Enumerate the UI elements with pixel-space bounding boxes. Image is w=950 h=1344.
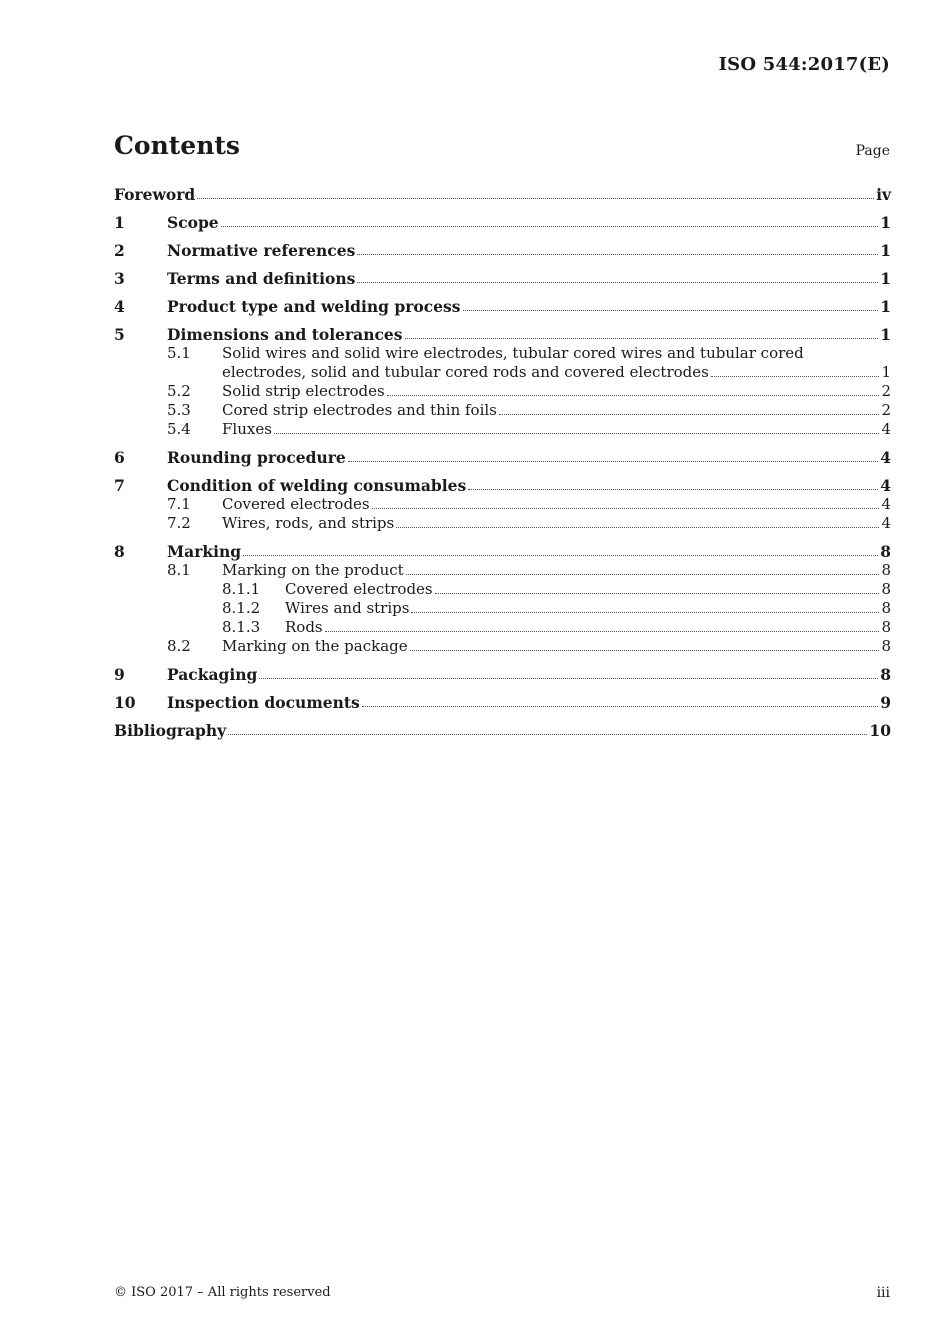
dot-leader — [228, 733, 867, 735]
dot-leader — [435, 592, 880, 594]
toc-entry-5-1-line2[interactable] — [114, 363, 891, 382]
copyright-notice: © ISO 2017 – All rights reserved — [114, 1285, 331, 1300]
toc-entry-page: iv — [876, 185, 891, 204]
toc-entry-title: Solid wires and solid wire electrodes, tubular cored wires and tubular cored — [222, 344, 804, 362]
toc-entry-page: 1 — [880, 213, 891, 232]
toc-entry-foreword[interactable] — [114, 185, 891, 204]
toc-entry-number: 6 — [114, 448, 125, 467]
toc-entry-page: 4 — [880, 476, 891, 495]
toc-entry-title: Covered electrodes — [285, 580, 433, 598]
toc-entry-title: Solid strip electrodes — [222, 382, 385, 400]
dot-leader — [411, 611, 879, 613]
toc-entry-number: 7.1 — [167, 495, 191, 513]
toc-entry-condition-of-welding-consumables[interactable] — [114, 476, 891, 495]
toc-entry-title: electrodes, solid and tubular cored rods and covered electrodes — [222, 363, 709, 381]
toc-entry-number: 5.3 — [167, 401, 191, 419]
toc-entry-number: 9 — [114, 665, 125, 684]
toc-entry-page: 10 — [869, 721, 891, 740]
toc-entry-title: Product type and welding process — [167, 297, 461, 316]
toc-entry-title: Condition of welding consumables — [167, 476, 467, 495]
toc-entry-title: Inspection documents — [167, 693, 360, 712]
toc-entry-page: 8 — [881, 637, 891, 655]
dot-leader — [357, 253, 878, 255]
toc-entry-marking[interactable] — [114, 542, 891, 561]
toc-entry-8-2[interactable] — [114, 637, 891, 656]
dot-leader — [406, 573, 880, 575]
toc-entry-page: 1 — [880, 325, 891, 344]
toc-entry-bibliography[interactable] — [114, 721, 891, 740]
toc-entry-inspection-documents[interactable] — [114, 693, 891, 712]
toc-entry-8-1-3[interactable] — [114, 618, 891, 637]
dot-leader — [357, 281, 878, 283]
dot-leader — [325, 630, 880, 632]
toc-entry-page: 4 — [880, 448, 891, 467]
toc-entry-terms-and-definitions[interactable] — [114, 269, 891, 288]
toc-entry-8-1-2[interactable] — [114, 599, 891, 618]
toc-entry-page: 8 — [880, 542, 891, 561]
toc-entry-title: Terms and definitions — [167, 269, 356, 288]
toc-entry-page: 4 — [881, 420, 891, 438]
toc-entry-title: Cored strip electrodes and thin foils — [222, 401, 497, 419]
toc-entry-title: Packaging — [167, 665, 258, 684]
toc-entry-title: Rounding procedure — [167, 448, 346, 467]
dot-leader — [405, 337, 879, 339]
document-id: ISO 544:2017(E) — [718, 54, 890, 75]
toc-entry-5-3[interactable] — [114, 401, 891, 420]
toc-entry-number: 5.1 — [167, 344, 191, 362]
page-number: iii — [876, 1285, 890, 1301]
dot-leader — [711, 375, 880, 377]
dot-leader — [387, 394, 880, 396]
toc-entry-number: 3 — [114, 269, 125, 288]
dot-leader — [410, 649, 880, 651]
toc-entry-page: 4 — [881, 495, 891, 513]
toc-entry-8-1-1[interactable] — [114, 580, 891, 599]
toc-entry-title: Scope — [167, 213, 219, 232]
dot-leader — [396, 526, 879, 528]
toc-entry-number: 8.1 — [167, 561, 191, 579]
toc-entry-product-type[interactable] — [114, 297, 891, 316]
toc-entry-title: Wires and strips — [285, 599, 410, 617]
toc-entry-page: 8 — [881, 580, 891, 598]
toc-entry-number: 8.1.3 — [222, 618, 261, 636]
dot-leader — [221, 225, 879, 227]
toc-entry-page: 8 — [881, 618, 891, 636]
toc-entry-number: 1 — [114, 213, 125, 232]
toc-entry-page: 1 — [880, 297, 891, 316]
toc-entry-page: 9 — [880, 693, 891, 712]
toc-entry-5-4[interactable] — [114, 420, 891, 439]
toc-entry-page: 1 — [880, 269, 891, 288]
dot-leader — [259, 677, 878, 679]
toc-entry-title: Fluxes — [222, 420, 272, 438]
toc-entry-5-2[interactable] — [114, 382, 891, 401]
toc-entry-8-1[interactable] — [114, 561, 891, 580]
toc-entry-page: 2 — [881, 382, 891, 400]
toc-entry-packaging[interactable] — [114, 665, 891, 684]
toc-entry-number: 7 — [114, 476, 125, 495]
toc-entry-number: 8.1.2 — [222, 599, 261, 617]
toc-entry-page: 4 — [881, 514, 891, 532]
toc-entry-page: 1 — [881, 363, 891, 381]
toc-entry-title: Bibliography — [114, 721, 227, 740]
toc-entry-number: 5 — [114, 325, 125, 344]
toc-entry-number: 8.2 — [167, 637, 191, 655]
toc-entry-number: 2 — [114, 241, 125, 260]
toc-entry-rounding-procedure[interactable] — [114, 448, 891, 467]
toc-entry-page: 2 — [881, 401, 891, 419]
dot-leader — [197, 197, 874, 199]
toc-entry-title: Covered electrodes — [222, 495, 370, 513]
toc-entry-number: 10 — [114, 693, 136, 712]
dot-leader — [348, 460, 878, 462]
toc-entry-title: Foreword — [114, 185, 196, 204]
dot-leader — [274, 432, 880, 434]
toc-entry-normative-references[interactable] — [114, 241, 891, 260]
dot-leader — [499, 413, 880, 415]
toc-entry-number: 5.2 — [167, 382, 191, 400]
toc-entry-title: Dimensions and tolerances — [167, 325, 403, 344]
toc-entry-scope[interactable] — [114, 213, 891, 232]
toc-entry-7-1[interactable] — [114, 495, 891, 514]
toc-entry-page: 8 — [880, 665, 891, 684]
table-of-contents — [114, 185, 891, 740]
toc-entry-dimensions-and-tolerances[interactable] — [114, 325, 891, 344]
toc-entry-title: Wires, rods, and strips — [222, 514, 395, 532]
toc-entry-title: Rods — [285, 618, 323, 636]
toc-entry-title: Normative references — [167, 241, 356, 260]
toc-entry-page: 1 — [880, 241, 891, 260]
toc-entry-7-2[interactable] — [114, 514, 891, 533]
toc-entry-number: 8 — [114, 542, 125, 561]
toc-entry-title: Marking on the product — [222, 561, 404, 579]
dot-leader — [243, 554, 878, 556]
contents-heading: Contents — [114, 131, 241, 160]
page-column-label: Page — [855, 143, 890, 159]
dot-leader — [362, 705, 878, 707]
dot-leader — [463, 309, 879, 311]
toc-entry-page: 8 — [881, 561, 891, 579]
toc-entry-number: 5.4 — [167, 420, 191, 438]
toc-entry-number: 8.1.1 — [222, 580, 261, 598]
toc-entry-title: Marking on the package — [222, 637, 408, 655]
toc-entry-number: 4 — [114, 297, 125, 316]
toc-entry-number: 7.2 — [167, 514, 191, 532]
dot-leader — [468, 488, 878, 490]
dot-leader — [372, 507, 880, 509]
toc-entry-page: 8 — [881, 599, 891, 617]
toc-entry-title: Marking — [167, 542, 242, 561]
toc-entry-5-1-line1[interactable] — [114, 344, 891, 363]
